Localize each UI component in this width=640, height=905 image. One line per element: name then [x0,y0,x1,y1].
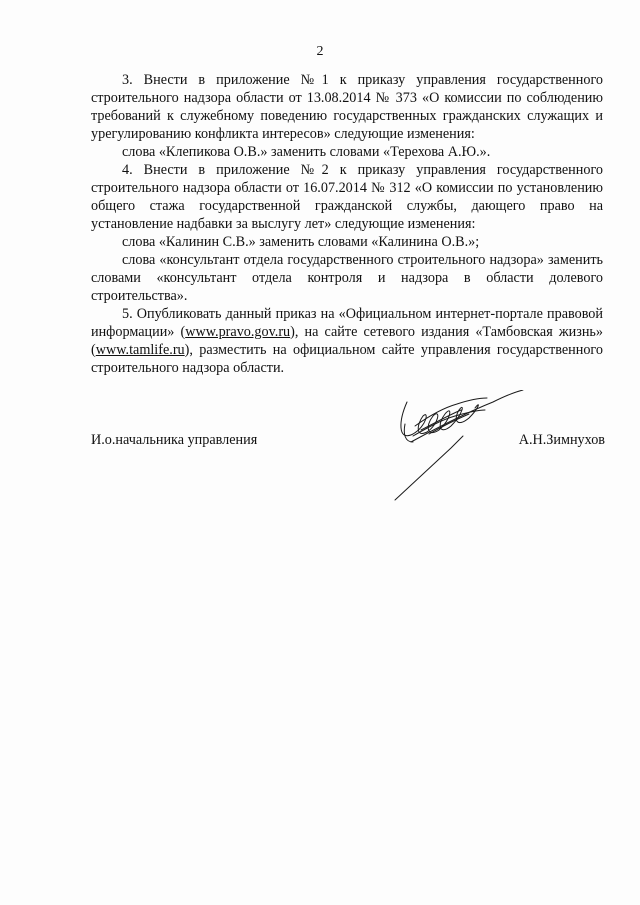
tamlife-link[interactable]: www.tamlife.ru [95,342,185,358]
paragraph-item-5 [91,305,603,377]
publish-text-end: ), разместить на официальном сайте управления государственного строительного надзора области. [91,342,603,376]
paragraph-replace-kalinin: слова «Калинин С.В.» заменить словами «Калинина О.В.»; [122,234,480,250]
paragraph-item-4: 4. Внести в приложение №2 к приказу управления государственного строительного надзора области от 16.07.2014 № 312 «О комиссии по установлению общего стажа государственной гражданской службы, дающего право на установление надбавки за выслугу лет» следующие изменения: [91,162,603,232]
publish-text-middle: ), на сайте сетевого издания «Тамбовская жизнь» ( [91,324,603,358]
signatory-title: И.о.начальника управления [91,432,258,448]
paragraph-item-3: 3. Внести в приложение №1 к приказу управления государственного строительного надзора области от 13.08.2014 № 373 «О комиссии по соблюдению требований к служебному поведению государственных гражданских служащих и урегулированию конфликта интересов» следующие изменения: [91,72,603,142]
pravo-gov-link[interactable]: www.pravo.gov.ru [185,324,291,340]
paragraph-replace-position: слова «консультант отдела государственного строительного надзора» заменить словами «консультант отдела контроля и надзора в области долевого строительства». [91,252,603,304]
signatory-name: А.Н.Зимнухов [518,432,605,448]
paragraph-replace-klepikova: слова «Клепикова О.В.» заменить словами «Терехова А.Ю.». [122,144,491,160]
page-number: 2 [316,44,324,59]
signature-block [91,432,605,512]
handwritten-signature [393,390,528,502]
document-body [91,71,603,377]
publish-text-start: 5. Опубликовать данный приказ на «Официальном интернет-портале правовой информации» ( [91,306,603,340]
